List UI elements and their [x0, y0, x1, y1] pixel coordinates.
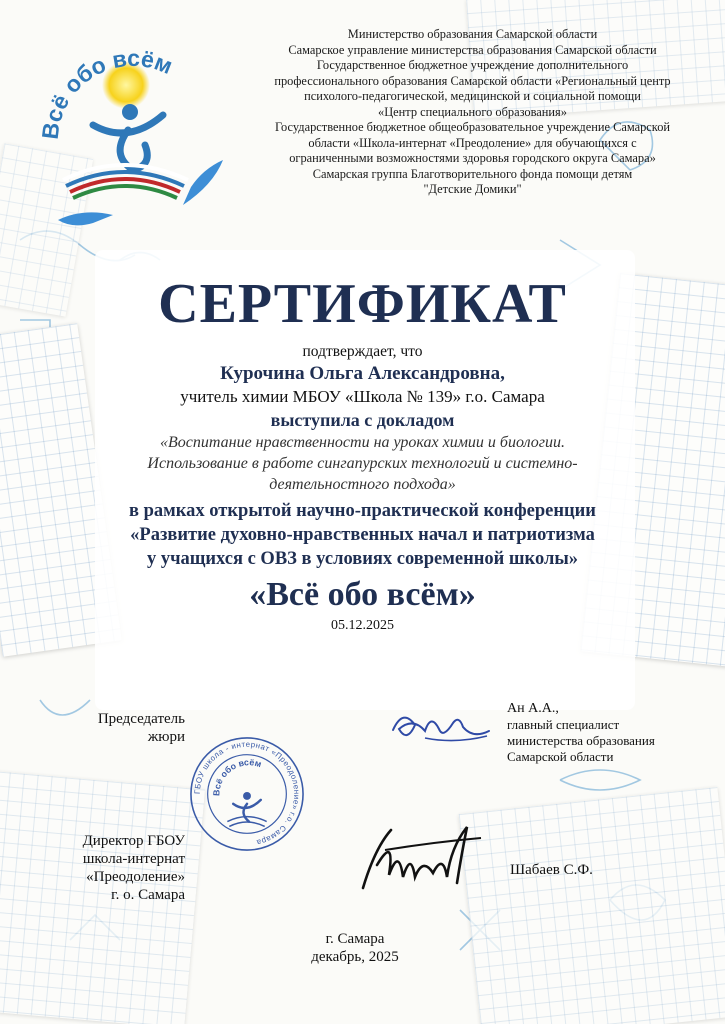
report-title-line: «Воспитание нравственности на уроках химии и биологии. [160, 434, 565, 451]
director-label-line: г. о. Самара [111, 887, 185, 903]
event-name: «Всё обо всём» [249, 576, 476, 613]
organizations-header [245, 27, 700, 198]
director-label-line: Директор ГБОУ [82, 833, 185, 849]
chair-label-line: жюри [147, 729, 185, 745]
org-line: «Центр специального образования» [378, 104, 567, 119]
conference-line: в рамках открытой научно-практической конференции [129, 501, 596, 521]
child-figure-icon [93, 104, 163, 170]
conference-line: у учащихся с ОВЗ в условиях современной школы» [146, 549, 579, 569]
recipient-name: Курочина Ольга Александровна, [220, 363, 505, 384]
org-line: Государственное бюджетное общеобразовательное учреждение Самарской [274, 120, 671, 134]
certificate-body [40, 342, 685, 635]
event-date: 05.12.2025 [331, 618, 394, 633]
event-logo [18, 30, 248, 230]
report-title-line: Использование в работе сингапурских технологий и системно- [147, 455, 578, 472]
org-line: области «Школа-интернат «Преодоление» для обучающихся с [308, 135, 637, 150]
org-line: Самарское управление министерства образования Самарской области [288, 42, 657, 57]
org-line: ограниченными возможностями здоровья городского округа Самара» [289, 151, 656, 165]
org-line: Самарская группа Благотворительного фонда помощи детям [312, 166, 633, 181]
action-text: выступила с докладом [270, 410, 455, 430]
org-line: профессионального образования Самарской области «Региональный центр [274, 73, 671, 88]
right-hand-icon [183, 160, 223, 205]
stamp-outer-text: ГБОУ школа - интернат «Преодоление» г.о. Самара [192, 739, 302, 848]
footer [300, 930, 410, 966]
chair-signer-title: Самарской области [507, 749, 614, 764]
org-line: "Детские Домики" [423, 182, 522, 196]
chair-signer-title: главный специалист [507, 717, 620, 732]
chair-label-line: Председатель [97, 711, 185, 727]
left-hand-icon [58, 212, 113, 225]
director-label-line: «Преодоление» [86, 869, 185, 885]
director-signer [510, 862, 660, 878]
footer-date: декабрь, 2025 [311, 949, 399, 965]
confirms-text: подтверждает, что [302, 343, 423, 360]
stamp-inner-text: Всё обо всём [211, 757, 263, 797]
director-signer-name: Шабаев С.Ф. [510, 862, 593, 878]
conference-line: «Развитие духовно-нравственных начал и патриотизма [130, 525, 595, 545]
stamp-figure-icon [243, 792, 251, 800]
director-signature [355, 810, 505, 900]
footer-city: г. Самара [325, 931, 385, 947]
recipient-position: учитель химии МБОУ «Школа № 139» г.о. Самара [180, 387, 545, 406]
report-title-line: деятельностного подхода» [269, 476, 456, 493]
chair-label [70, 710, 185, 746]
chair-signer-title: министерства образования [507, 733, 655, 748]
flag-stripes-icon [63, 165, 188, 198]
org-line: Министерство образования Самарской области [347, 27, 598, 41]
certificate-title: СЕРТИФИКАТ [158, 273, 567, 335]
logo-text: Всё обо всём [36, 44, 177, 141]
director-label [40, 832, 185, 904]
official-stamp [188, 735, 306, 853]
org-line: Государственное бюджетное учреждение дополнительного [316, 58, 629, 72]
chair-signer [507, 700, 697, 765]
director-label-line: школа-интернат [82, 851, 185, 867]
chair-signer-name: Ан А.А., [507, 701, 559, 716]
chair-signature [385, 700, 495, 755]
org-line: психолого-педагогической, медицинской и социальной помощи [304, 89, 641, 103]
